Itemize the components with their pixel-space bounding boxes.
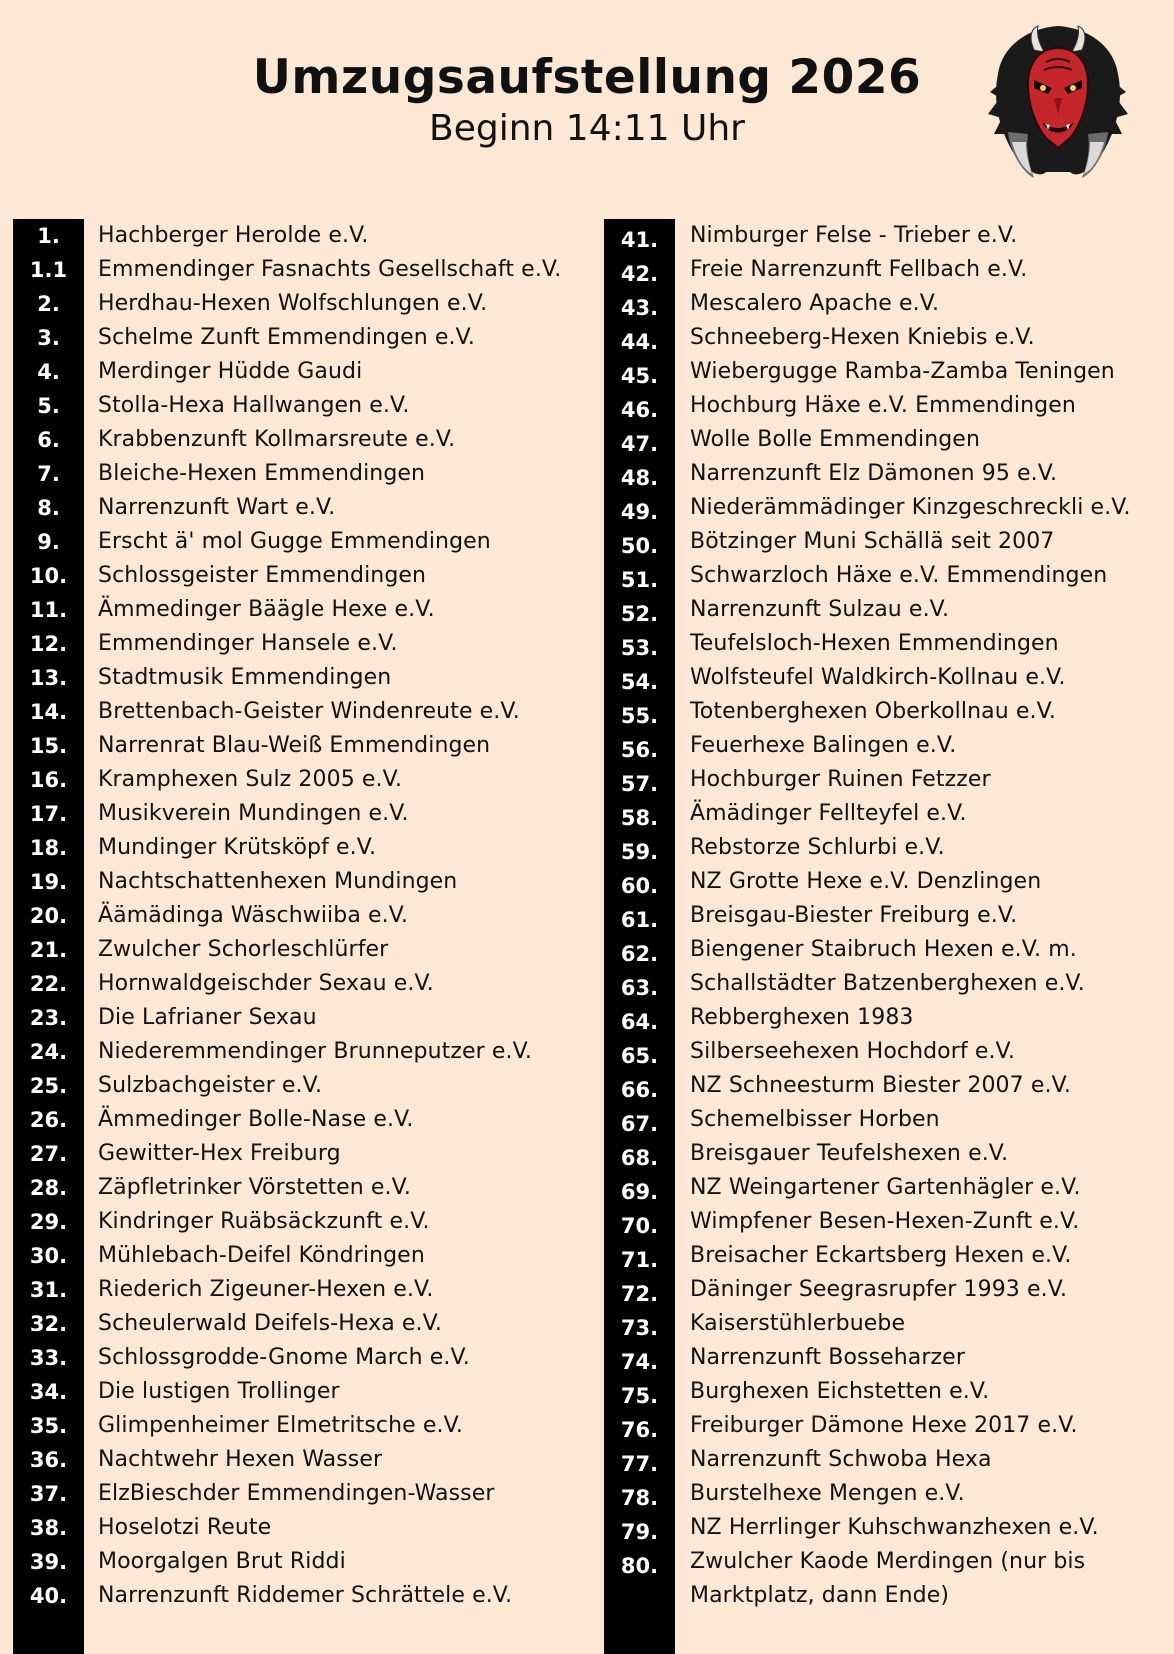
- lineup-item: [13, 1477, 583, 1511]
- lineup-item: [604, 1001, 1174, 1035]
- lineup-number: 39.: [29, 1550, 68, 1574]
- lineup-number: 4.: [37, 360, 60, 384]
- lineup-number: 37.: [29, 1482, 68, 1506]
- lineup-item: [13, 729, 583, 763]
- lineup-item: [604, 865, 1174, 899]
- group-name: Wiebergugge Ramba-Zamba Teningen: [690, 359, 1115, 384]
- group-name: Gewitter-Hex Freiburg: [98, 1141, 341, 1166]
- lineup-item: [604, 899, 1174, 933]
- lineup-item: [604, 1307, 1174, 1341]
- group-name: Schlossgrodde-Gnome March e.V.: [98, 1345, 470, 1370]
- group-name: Nachtschattenhexen Mundingen: [98, 869, 458, 894]
- lineup-item: [604, 287, 1174, 321]
- lineup-number: 33.: [29, 1346, 68, 1370]
- lineup-item: [13, 1443, 583, 1477]
- group-name: Moorgalgen Brut Riddi: [98, 1549, 346, 1574]
- lineup-number: 27.: [29, 1142, 68, 1166]
- lineup-item: [604, 1239, 1174, 1273]
- lineup-number: 69.: [620, 1180, 659, 1204]
- group-name: Schemelbisser Horben: [690, 1107, 940, 1132]
- group-name: Sulzbachgeister e.V.: [98, 1073, 323, 1098]
- lineup-number: 38.: [29, 1516, 68, 1540]
- group-name: Schlossgeister Emmendingen: [98, 563, 427, 588]
- group-name: Hochburg Häxe e.V. Emmendingen: [690, 393, 1076, 418]
- group-name: Herdhau-Hexen Wolfschlungen e.V.: [98, 291, 488, 316]
- lineup-item: [13, 627, 583, 661]
- group-name: Rebberghexen 1983: [690, 1005, 914, 1030]
- lineup-number: 1.1: [29, 258, 68, 282]
- group-name: Die Lafrianer Sexau: [98, 1005, 317, 1030]
- lineup-item: [604, 253, 1174, 287]
- lineup-item: [13, 865, 583, 899]
- lineup-item: [604, 491, 1174, 525]
- lineup-item: [604, 627, 1174, 661]
- group-name: Scheulerwald Deifels-Hexa e.V.: [98, 1311, 443, 1336]
- lineup-number: 59.: [620, 840, 659, 864]
- lineup-item: [13, 831, 583, 865]
- group-name: Ämädinger Fellteyfel e.V.: [690, 801, 967, 826]
- group-name: Hachberger Herolde e.V.: [98, 223, 369, 248]
- group-name: Narrenzunft Sulzau e.V.: [690, 597, 950, 622]
- lineup-number: 65.: [620, 1044, 659, 1068]
- lineup-item: [604, 389, 1174, 423]
- lineup-item: [13, 355, 583, 389]
- lineup-number: 74.: [620, 1350, 659, 1374]
- lineup-number: 15.: [29, 734, 68, 758]
- lineup-number: 46.: [620, 398, 659, 422]
- lineup-item: [13, 593, 583, 627]
- group-name: Ämmedinger Bäägle Hexe e.V.: [98, 597, 435, 622]
- group-name: Narrenzunft Elz Dämonen 95 e.V.: [690, 461, 1058, 486]
- lineup-item: [13, 1273, 583, 1307]
- lineup-number: 6.: [37, 428, 60, 452]
- group-name: Breisgau-Biester Freiburg e.V.: [690, 903, 1018, 928]
- lineup-number: 56.: [620, 738, 659, 762]
- lineup-number: 18.: [29, 836, 68, 860]
- lineup-item: [13, 491, 583, 525]
- lineup-item: [604, 457, 1174, 491]
- lineup-number: 42.: [620, 262, 659, 286]
- lineup-item: [604, 1273, 1174, 1307]
- group-name: Däninger Seegrasrupfer 1993 e.V.: [690, 1277, 1068, 1302]
- lineup-number: 67.: [620, 1112, 659, 1136]
- group-name: Mundinger Krütsköpf e.V.: [98, 835, 377, 860]
- lineup-item: [13, 899, 583, 933]
- lineup-number: 14.: [29, 700, 68, 724]
- lineup-number: 68.: [620, 1146, 659, 1170]
- group-name: Rebstorze Schlurbi e.V.: [690, 835, 945, 860]
- lineup-number: 13.: [29, 666, 68, 690]
- lineup-number: 55.: [620, 704, 659, 728]
- group-name: Glimpenheimer Elmetritsche e.V.: [98, 1413, 463, 1438]
- lineup-item: [13, 695, 583, 729]
- group-name: NZ Grotte Hexe e.V. Denzlingen: [690, 869, 1042, 894]
- lineup-item: [13, 1545, 583, 1579]
- page-title: Umzugsaufstellung 2026: [252, 50, 922, 105]
- lineup-item: [13, 967, 583, 1001]
- lineup-item: [13, 1035, 583, 1069]
- lineup-item: [13, 763, 583, 797]
- lineup-item: [13, 797, 583, 831]
- lineup-item: [604, 219, 1174, 253]
- group-name: Emmendinger Hansele e.V.: [98, 631, 398, 656]
- group-name: Stolla-Hexa Hallwangen e.V.: [98, 393, 410, 418]
- group-name: Feuerhexe Balingen e.V.: [690, 733, 957, 758]
- lineup-item: [13, 1137, 583, 1171]
- lineup-number: 16.: [29, 768, 68, 792]
- lineup-number: 22.: [29, 972, 68, 996]
- lineup-item: [604, 525, 1174, 559]
- lineup-number: 36.: [29, 1448, 68, 1472]
- lineup-number: 32.: [29, 1312, 68, 1336]
- lineup-item: [13, 1341, 583, 1375]
- lineup-item: [13, 1001, 583, 1035]
- lineup-number: 26.: [29, 1108, 68, 1132]
- lineup-item: [604, 593, 1174, 627]
- lineup-item: [604, 1545, 1174, 1608]
- lineup-number: 45.: [620, 364, 659, 388]
- lineup-item: [604, 729, 1174, 763]
- lineup-number: 43.: [620, 296, 659, 320]
- lineup-list-left: [13, 219, 583, 1613]
- lineup-number: 49.: [620, 500, 659, 524]
- lineup-number: 71.: [620, 1248, 659, 1272]
- lineup-number: 28.: [29, 1176, 68, 1200]
- lineup-number: 19.: [29, 870, 68, 894]
- group-name: Wolle Bolle Emmendingen: [690, 427, 980, 452]
- group-name: Narrenzunft Wart e.V.: [98, 495, 336, 520]
- group-name: Wolfsteufel Waldkirch-Kollnau e.V.: [690, 665, 1066, 690]
- lineup-item: [13, 559, 583, 593]
- lineup-list-right: [604, 219, 1174, 1608]
- group-name: Musikverein Mundingen e.V.: [98, 801, 409, 826]
- group-name: Freie Narrenzunft Fellbach e.V.: [690, 257, 1028, 282]
- lineup-item: [604, 1205, 1174, 1239]
- lineup-number: 1.: [37, 224, 60, 248]
- group-name: Äämädinga Wäschwiiba e.V.: [98, 903, 409, 928]
- lineup-item: [604, 423, 1174, 457]
- lineup-number: 80.: [620, 1554, 659, 1578]
- lineup-number: 62.: [620, 942, 659, 966]
- lineup-item: [13, 933, 583, 967]
- group-name: Nachtwehr Hexen Wasser: [98, 1447, 383, 1472]
- group-name: Hornwaldgeischder Sexau e.V.: [98, 971, 434, 996]
- lineup-number: 53.: [620, 636, 659, 660]
- lineup-number: 60.: [620, 874, 659, 898]
- lineup-number: 29.: [29, 1210, 68, 1234]
- lineup-item: [604, 355, 1174, 389]
- group-name: Niederemmendinger Brunneputzer e.V.: [98, 1039, 532, 1064]
- lineup-number: 35.: [29, 1414, 68, 1438]
- group-name: Merdinger Hüdde Gaudi: [98, 359, 363, 384]
- lineup-item: [604, 1375, 1174, 1409]
- lineup-item: [604, 763, 1174, 797]
- lineup-number: 78.: [620, 1486, 659, 1510]
- lineup-number: 58.: [620, 806, 659, 830]
- group-name: Emmendinger Fasnachts Gesellschaft e.V.: [98, 257, 562, 282]
- lineup-number: 47.: [620, 432, 659, 456]
- page-subtitle: Beginn 14:11 Uhr: [429, 108, 745, 149]
- lineup-item: [604, 559, 1174, 593]
- lineup-number: 17.: [29, 802, 68, 826]
- lineup-item: [604, 831, 1174, 865]
- lineup-item: [13, 423, 583, 457]
- lineup-number: 48.: [620, 466, 659, 490]
- lineup-item: [13, 1579, 583, 1613]
- group-name: Niederämmädinger Kinzgeschreckli e.V.: [690, 495, 1131, 520]
- lineup-item: [13, 1409, 583, 1443]
- lineup-item: [604, 1511, 1174, 1545]
- lineup-number: 76.: [620, 1418, 659, 1442]
- lineup-number: 31.: [29, 1278, 68, 1302]
- lineup-item: [13, 1069, 583, 1103]
- group-name: Nimburger Felse - Trieber e.V.: [690, 223, 1018, 248]
- lineup-number: 44.: [620, 330, 659, 354]
- lineup-item: [13, 287, 583, 321]
- group-name: NZ Schneesturm Biester 2007 e.V.: [690, 1073, 1071, 1098]
- group-name: ElzBieschder Emmendingen-Wasser: [98, 1481, 495, 1506]
- lineup-item: [13, 525, 583, 559]
- lineup-number: 64.: [620, 1010, 659, 1034]
- group-name: Teufelsloch-Hexen Emmendingen: [690, 631, 1059, 656]
- devil-mask-icon: [988, 22, 1128, 182]
- lineup-item: [604, 1137, 1174, 1171]
- lineup-number: 77.: [620, 1452, 659, 1476]
- lineup-number: 73.: [620, 1316, 659, 1340]
- group-name: Kramphexen Sulz 2005 e.V.: [98, 767, 403, 792]
- lineup-item: [604, 1409, 1174, 1443]
- group-name: Narrenzunft Schwoba Hexa: [690, 1447, 992, 1472]
- group-name: Bötzinger Muni Schällä seit 2007: [690, 529, 1055, 554]
- lineup-number: 9.: [37, 530, 60, 554]
- lineup-number: 40.: [29, 1584, 68, 1608]
- group-name: Kindringer Ruäbsäckzunft e.V.: [98, 1209, 430, 1234]
- group-name: Hoselotzi Reute: [98, 1515, 272, 1540]
- group-name: Freiburger Dämone Hexe 2017 e.V.: [690, 1413, 1078, 1438]
- lineup-item: [13, 1205, 583, 1239]
- lineup-item: [604, 933, 1174, 967]
- lineup-number: 66.: [620, 1078, 659, 1102]
- lineup-item: [604, 1035, 1174, 1069]
- group-name: Schelme Zunft Emmendingen e.V.: [98, 325, 475, 350]
- group-name: Erscht ä' mol Gugge Emmendingen: [98, 529, 491, 554]
- lineup-item: [13, 219, 583, 253]
- group-name: Ämmedinger Bolle-Nase e.V.: [98, 1107, 414, 1132]
- lineup-number: 63.: [620, 976, 659, 1000]
- lineup-item: [604, 1069, 1174, 1103]
- lineup-item: [604, 1171, 1174, 1205]
- lineup-number: 52.: [620, 602, 659, 626]
- lineup-number: 79.: [620, 1520, 659, 1544]
- lineup-item: [13, 1375, 583, 1409]
- lineup-number: 12.: [29, 632, 68, 656]
- lineup-number: 2.: [37, 292, 60, 316]
- lineup-number: 3.: [37, 326, 60, 350]
- group-name: Narrenrat Blau-Weiß Emmendingen: [98, 733, 491, 758]
- group-name: NZ Herrlinger Kuhschwanzhexen e.V.: [690, 1515, 1099, 1540]
- lineup-number: 41.: [620, 228, 659, 252]
- lineup-number: 24.: [29, 1040, 68, 1064]
- group-name: Totenberghexen Oberkollnau e.V.: [690, 699, 1056, 724]
- lineup-number: 61.: [620, 908, 659, 932]
- lineup-number: 11.: [29, 598, 68, 622]
- group-name: Schneeberg-Hexen Kniebis e.V.: [690, 325, 1035, 350]
- group-name: Stadtmusik Emmendingen: [98, 665, 392, 690]
- group-name: Biengener Staibruch Hexen e.V. m.: [690, 937, 1077, 962]
- group-name: Die lustigen Trollinger: [98, 1379, 340, 1404]
- lineup-item: [13, 1171, 583, 1205]
- lineup-number: 23.: [29, 1006, 68, 1030]
- group-name: NZ Weingartener Gartenhägler e.V.: [690, 1175, 1081, 1200]
- group-name: Krabbenzunft Kollmarsreute e.V.: [98, 427, 456, 452]
- lineup-item: [604, 967, 1174, 1001]
- lineup-number: 34.: [29, 1380, 68, 1404]
- group-name: Breisgauer Teufelshexen e.V.: [690, 1141, 1009, 1166]
- group-name: Burstelhexe Mengen e.V.: [690, 1481, 965, 1506]
- lineup-number: 72.: [620, 1282, 659, 1306]
- group-name: Mühlebach-Deifel Köndringen: [98, 1243, 425, 1268]
- lineup-item: [604, 661, 1174, 695]
- lineup-item: [13, 1307, 583, 1341]
- lineup-item: [604, 695, 1174, 729]
- group-name: Zäpfletrinker Vörstetten e.V.: [98, 1175, 411, 1200]
- group-name: Bleiche-Hexen Emmendingen: [98, 461, 426, 486]
- group-name: Brettenbach-Geister Windenreute e.V.: [98, 699, 520, 724]
- lineup-number: 70.: [620, 1214, 659, 1238]
- group-name: Breisacher Eckartsberg Hexen e.V.: [690, 1243, 1072, 1268]
- lineup-number: 57.: [620, 772, 659, 796]
- group-name: Mescalero Apache e.V.: [690, 291, 940, 316]
- lineup-number: 54.: [620, 670, 659, 694]
- lineup-item: [13, 1103, 583, 1137]
- lineup-number: 50.: [620, 534, 659, 558]
- group-name: Zwulcher Schorleschlürfer: [98, 937, 389, 962]
- lineup-number: 5.: [37, 394, 60, 418]
- lineup-number: 8.: [37, 496, 60, 520]
- group-name: Silberseehexen Hochdorf e.V.: [690, 1039, 1015, 1064]
- lineup-item: [13, 1239, 583, 1273]
- lineup-item: [13, 661, 583, 695]
- group-name: Schallstädter Batzenberghexen e.V.: [690, 971, 1085, 996]
- group-name: Zwulcher Kaode Merdingen (nur bis Marktplatz, dann Ende): [690, 1549, 1086, 1608]
- lineup-number: 75.: [620, 1384, 659, 1408]
- lineup-item: [604, 1341, 1174, 1375]
- page-header: [0, 0, 1174, 200]
- lineup-item: [604, 1443, 1174, 1477]
- lineup-item: [604, 321, 1174, 355]
- lineup-item: [13, 457, 583, 491]
- lineup-number: 7.: [37, 462, 60, 486]
- lineup-item: [604, 797, 1174, 831]
- lineup-number: 30.: [29, 1244, 68, 1268]
- lineup-number: 20.: [29, 904, 68, 928]
- lineup-number: 51.: [620, 568, 659, 592]
- lineup-item: [13, 321, 583, 355]
- lineup-item: [604, 1103, 1174, 1137]
- lineup-number: 10.: [29, 564, 68, 588]
- group-name: Hochburger Ruinen Fetzzer: [690, 767, 991, 792]
- group-name: Burghexen Eichstetten e.V.: [690, 1379, 990, 1404]
- lineup-item: [13, 1511, 583, 1545]
- lineup-number: 25.: [29, 1074, 68, 1098]
- lineup-number: 21.: [29, 938, 68, 962]
- group-name: Wimpfener Besen-Hexen-Zunft e.V.: [690, 1209, 1080, 1234]
- lineup-item: [13, 389, 583, 423]
- group-name: Narrenzunft Bosseharzer: [690, 1345, 965, 1370]
- lineup-item: [13, 253, 583, 287]
- lineup-item: [604, 1477, 1174, 1511]
- group-name: Riederich Zigeuner-Hexen e.V.: [98, 1277, 434, 1302]
- group-name: Kaiserstühlerbuebe: [690, 1311, 906, 1336]
- group-name: Narrenzunft Riddemer Schrättele e.V.: [98, 1583, 513, 1608]
- group-name: Schwarzloch Häxe e.V. Emmendingen: [690, 563, 1108, 588]
